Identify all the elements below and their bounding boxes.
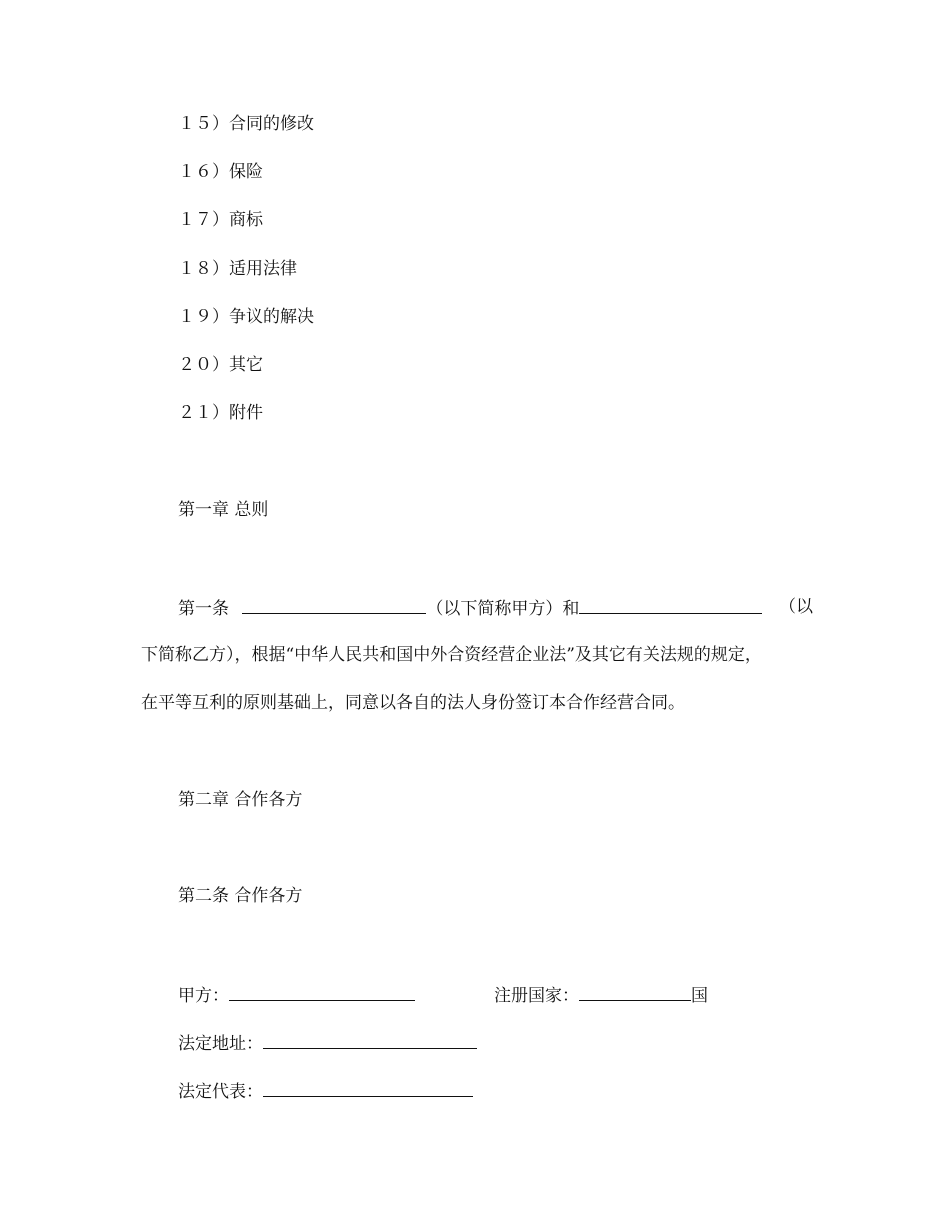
country-row xyxy=(494,982,708,1008)
article-1-text-b: （以 xyxy=(779,597,813,617)
article-1-label: 第一条 xyxy=(178,599,229,619)
address-blank[interactable] xyxy=(263,1030,477,1049)
party-a-blank[interactable] xyxy=(229,982,415,1001)
party-a-label: 甲方： xyxy=(178,986,229,1006)
country-suffix: 国 xyxy=(691,986,708,1006)
article-2-title: 第二条 合作各方 xyxy=(178,886,303,906)
address-label: 法定地址： xyxy=(178,1034,263,1054)
representative-row xyxy=(178,1078,473,1104)
toc-item-19: １９）争议的解决 xyxy=(178,307,314,327)
toc-item-20: ２０）其它 xyxy=(178,355,263,375)
chapter-1-title: 第一章 总则 xyxy=(178,500,269,520)
representative-blank[interactable] xyxy=(263,1078,473,1097)
article-1-text-a: （以下简称甲方）和 xyxy=(426,599,580,619)
party-a-row xyxy=(178,982,415,1008)
party-a-name-blank[interactable] xyxy=(242,595,426,614)
toc-item-21: ２１）附件 xyxy=(178,403,263,423)
toc-item-18: １８）适用法律 xyxy=(178,259,297,279)
article-1-line-2: 下简称乙方），根据“中华人民共和国中外合资经营企业法”及其它有关法规的规定， xyxy=(141,645,762,665)
country-blank[interactable] xyxy=(579,982,691,1001)
article-1-line-1 xyxy=(141,595,813,621)
toc-item-15: １５）合同的修改 xyxy=(178,114,314,134)
toc-item-16: １６）保险 xyxy=(178,162,263,182)
representative-label: 法定代表： xyxy=(178,1082,263,1102)
address-row xyxy=(178,1030,477,1056)
chapter-2-title: 第二章 合作各方 xyxy=(178,790,303,810)
toc-item-17: １７）商标 xyxy=(178,210,263,230)
article-1-line-3: 在平等互利的原则基础上，同意以各自的法人身份签订本合作经营合同。 xyxy=(141,693,685,713)
country-label: 注册国家： xyxy=(494,986,579,1006)
party-b-name-blank[interactable] xyxy=(579,595,762,614)
